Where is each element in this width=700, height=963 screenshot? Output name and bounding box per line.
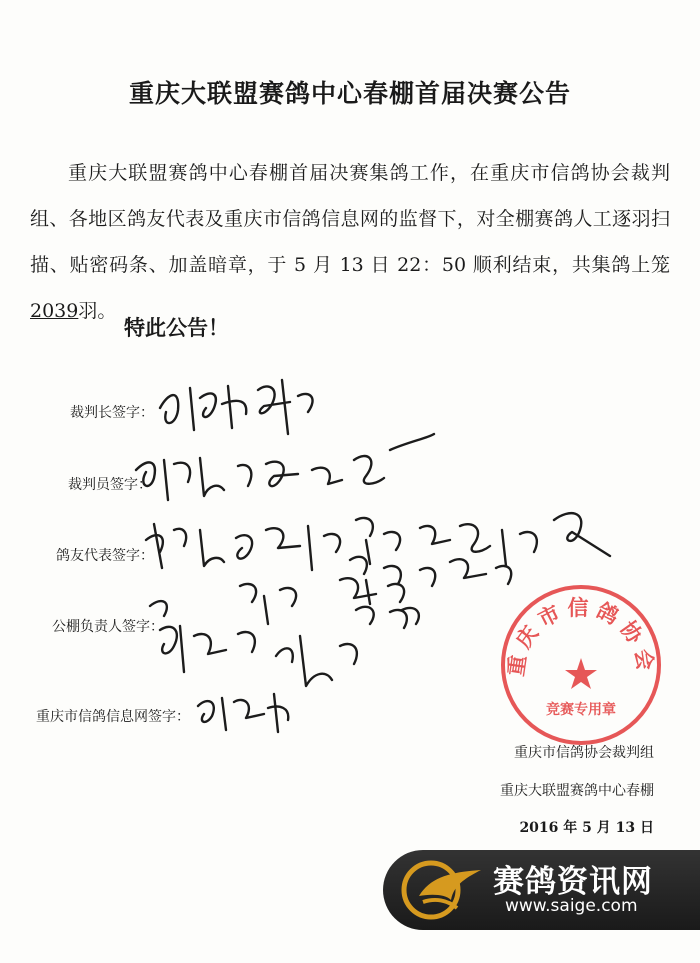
pigeon-count: 2039 (30, 300, 79, 322)
stamp-star-icon (565, 658, 597, 689)
chief-referee-label: 裁判长签字： (70, 405, 154, 421)
footer-date: 2016 年 5 月 13 日 (519, 820, 654, 836)
notice-heading: 特此公告！ (124, 316, 229, 340)
info-network-signature (190, 676, 300, 736)
announcement-body (30, 150, 670, 334)
pigeon-logo-icon (401, 860, 487, 920)
watermark-banner (383, 850, 700, 930)
footer-org-referee: 重庆市信鸽协会裁判组 (514, 745, 654, 761)
watermark-url: www.saige.com (505, 896, 638, 916)
fancier-rep-label: 鸽友代表签字： (56, 548, 154, 564)
chief-referee-signature (150, 368, 330, 438)
referee-label: 裁判员签字： (68, 477, 152, 493)
body-text-part1: 重庆大联盟赛鸽中心春棚首届决赛集鸽工作，在重庆市信鸽协会裁判组、各地区鸽友代表及重庆市信鸽信息网的监督下，对全棚赛鸽人工逐羽扫描、贴密码条、加盖暗章，于 5 月 13 日 22：50 顺利结束，共集鸽上笼 (30, 162, 670, 276)
footer-org-loft: 重庆大联盟赛鸽中心春棚 (500, 783, 654, 799)
watermark-site-name: 赛鸽资讯网 (493, 864, 653, 900)
info-network-label: 重庆市信鸽信息网签字： (36, 709, 190, 725)
stamp-org-text: 重庆市信鸽协会 (503, 596, 659, 678)
official-stamp (496, 580, 666, 750)
loft-manager-label: 公棚负责人签字： (52, 619, 164, 635)
page-title: 重庆大联盟赛鸽中心春棚首届决赛公告 (128, 79, 571, 108)
stamp-purpose-text: 竞赛专用章 (546, 702, 616, 718)
body-text-part2: 羽。 (78, 300, 117, 322)
referee-signature (128, 430, 438, 510)
